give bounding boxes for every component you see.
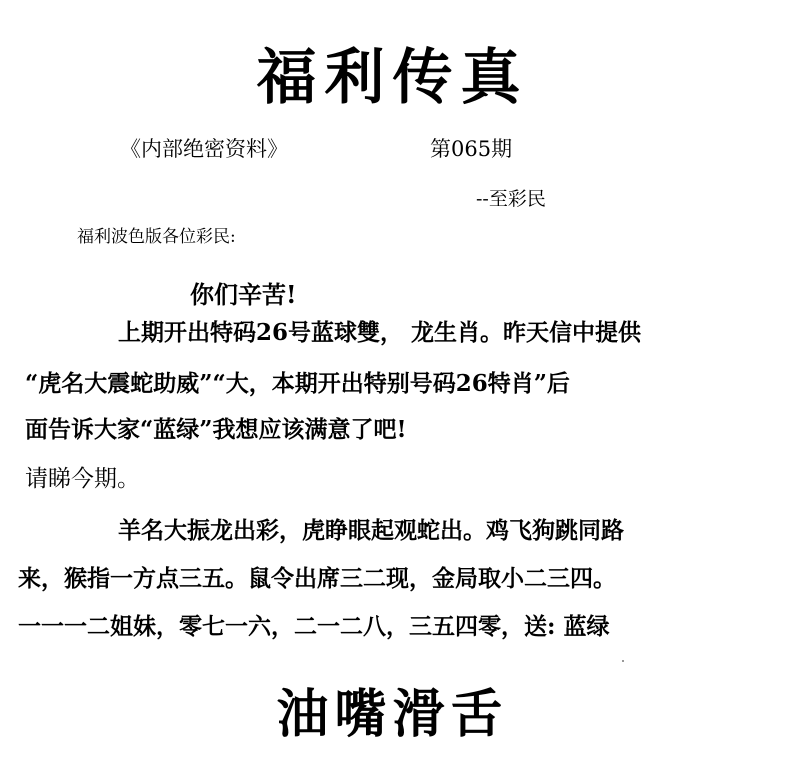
- body-line: 一一一二姐妹，零七一六，二一二八，三五四零，送: 蓝绿: [18, 613, 610, 640]
- greeting: 你们辛苦!: [190, 280, 297, 309]
- body-line: 来，猴指一方点三五。鼠令出席三二现，金局取小二三四。: [18, 565, 616, 592]
- body-line: “虎名大震蛇助威”“大，本期开出特别号码26特肖”后: [25, 370, 570, 397]
- body-line: 上期开出特码26号蓝球雙， 龙生肖。昨天信中提供: [118, 319, 642, 346]
- salutation: 福利波色版各位彩民:: [77, 227, 236, 247]
- issue-number: 第065期: [430, 137, 513, 161]
- body-line: 羊名大振龙出彩，虎睁眼起观蛇出。鸡飞狗跳同路: [118, 517, 624, 544]
- subtitle: 《内部绝密资料》: [120, 137, 288, 161]
- addressee-line: --至彩民: [476, 188, 546, 210]
- body-line: 请睇今期。: [25, 466, 140, 492]
- body-line: 面告诉大家“蓝绿”我想应该满意了吧!: [25, 416, 407, 443]
- speck-mark: [622, 660, 624, 662]
- page-title: 福利传真: [256, 43, 529, 113]
- footer-title: 油嘴滑舌: [276, 684, 509, 745]
